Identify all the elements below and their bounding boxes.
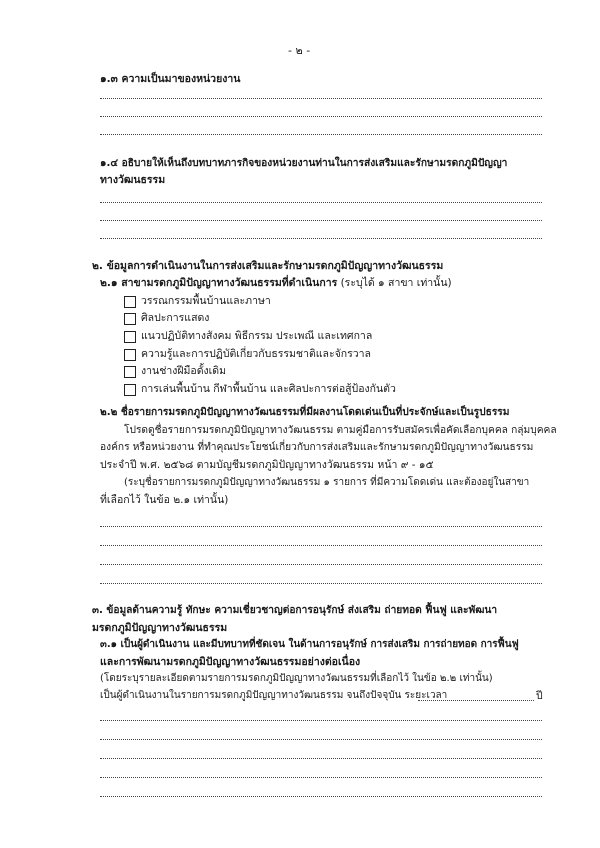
answer-line[interactable] [100, 526, 542, 527]
option-label: วรรณกรรมพื้นบ้านและภาษา [141, 295, 271, 307]
section-2-2-title: ๒.๒ ชื่อรายการมรดกภูมิปัญญาทางวัฒนธรรมที่มีผลงานโดดเด่นเป็นที่ประจักษ์และเป็นรูปธรรม [100, 407, 510, 418]
page-number: - ๒ - [288, 44, 311, 57]
section-3-title-line2: มรดกภูมิปัญญาทางวัฒนธรรม [92, 622, 228, 634]
section-3-1-note: (โดยระบุรายละเอียดตามรายการมรดกภูมิปัญญาทางวัฒนธรรมที่เลือกไว้ ในข้อ ๒.๒ เท่านั้น) [100, 673, 493, 684]
answer-line[interactable] [100, 98, 542, 99]
answer-line[interactable] [100, 758, 542, 759]
checkbox-nature-universe[interactable] [124, 349, 136, 361]
answer-line[interactable] [100, 238, 542, 239]
section-2-2-note-1: (ระบุชื่อรายการมรดกภูมิปัญญาทางวัฒนธรรม ๑ รายการ ที่มีความโดดเด่น และต้องอยู่ในสาขา [124, 477, 530, 488]
period-unit: ปี [536, 690, 543, 702]
period-years-field[interactable] [418, 700, 534, 701]
section-1-4-line1: ๑.๔ อธิบายให้เห็นถึงบทบาทภารกิจของหน่วยงานท่านในการส่งเสริมและรักษามรดกภูมิปัญญา [100, 158, 508, 169]
section-1-3-title: ๑.๓ ความเป็นมาของหน่วยงาน [100, 73, 241, 85]
checkbox-folk-games-sports[interactable] [124, 384, 136, 396]
section-2-2-paragraph-3: ประจำปี พ.ศ. ๒๕๖๘ ตามบัญชีมรดกภูมิปัญญาทางวัฒนธรรม หน้า ๙ - ๑๕ [100, 459, 434, 471]
answer-line[interactable] [100, 220, 542, 221]
section-3-1-line2: และการพัฒนามรดกภูมิปัญญาทางวัฒนธรรมอย่างต่อเนื่อง [100, 656, 361, 668]
section-2-2-paragraph-2: องค์กร หรือหน่วยงาน ที่ทำคุณประโยชน์เกี่ยวกับการส่งเสริมและรักษามรดกภูมิปัญญาทางวัฒนธรรม [100, 442, 534, 453]
answer-line[interactable] [100, 583, 542, 584]
checkbox-performing-arts[interactable] [124, 313, 136, 325]
option-label: แนวปฏิบัติทางสังคม พิธีกรรม ประเพณี และเทศกาล [141, 330, 373, 342]
answer-line[interactable] [100, 202, 542, 203]
section-3-1-period-label: เป็นผู้ดำเนินงานในรายการมรดกภูมิปัญญาทางวัฒนธรรม จนถึงปัจจุบัน ระยะเวลา [100, 690, 448, 701]
section-2-1-note: (ระบุได้ ๑ สาขา เท่านั้น) [340, 277, 452, 289]
section-2-title: ๒. ข้อมูลการดำเนินงานในการส่งเสริมและรักษามรดกภูมิปัญญาทางวัฒนธรรม [92, 260, 444, 272]
section-2-1-title: ๒.๑ สาขามรดกภูมิปัญญาทางวัฒนธรรมที่ดำเนินการ [100, 277, 338, 289]
answer-line[interactable] [100, 720, 542, 721]
section-2-2-note-2: ที่เลือกไว้ ในข้อ ๒.๑ เท่านั้น) [100, 494, 229, 506]
answer-line[interactable] [100, 134, 542, 135]
option-label: ศิลปะการแสดง [141, 312, 210, 324]
section-3-1-line1: ๓.๑ เป็นผู้ดำเนินงาน และมีบทบาทที่ชัดเจน ในด้านการอนุรักษ์ การส่งเสริม การถ่ายทอด การฟื้นฟู [100, 639, 519, 650]
option-label: การเล่นพื้นบ้าน กีฬาพื้นบ้าน และศิลปะการต่อสู้ป้องกันตัว [141, 383, 396, 395]
option-label: งานช่างฝีมือดั้งเดิม [141, 365, 227, 377]
answer-line[interactable] [100, 545, 542, 546]
section-1-4-line2: ทางวัฒนธรรม [100, 174, 166, 186]
section-2-1-heading [100, 276, 452, 290]
section-3-title-line1: ๓. ข้อมูลด้านความรู้ ทักษะ ความเชี่ยวชาญต่อการอนุรักษ์ ส่งเสริม ถ่ายทอด ฟื้นฟู และพัฒนา [92, 605, 498, 616]
checkbox-traditional-craftsmanship[interactable] [124, 366, 136, 378]
option-label: ความรู้และการปฏิบัติเกี่ยวกับธรรมชาติและจักรวาล [141, 348, 371, 360]
answer-line[interactable] [100, 777, 542, 778]
checkbox-social-practices[interactable] [124, 331, 136, 343]
answer-line[interactable] [100, 564, 542, 565]
answer-line[interactable] [100, 116, 542, 117]
answer-line[interactable] [100, 796, 542, 797]
checkbox-literature-language[interactable] [124, 296, 136, 308]
section-2-2-paragraph-1: โปรดดูชื่อรายการมรดกภูมิปัญญาทางวัฒนธรรม ตามคู่มือการรับสมัครเพื่อคัดเลือกบุคคล กลุ่มบุคคล [124, 425, 557, 436]
answer-line[interactable] [100, 739, 542, 740]
